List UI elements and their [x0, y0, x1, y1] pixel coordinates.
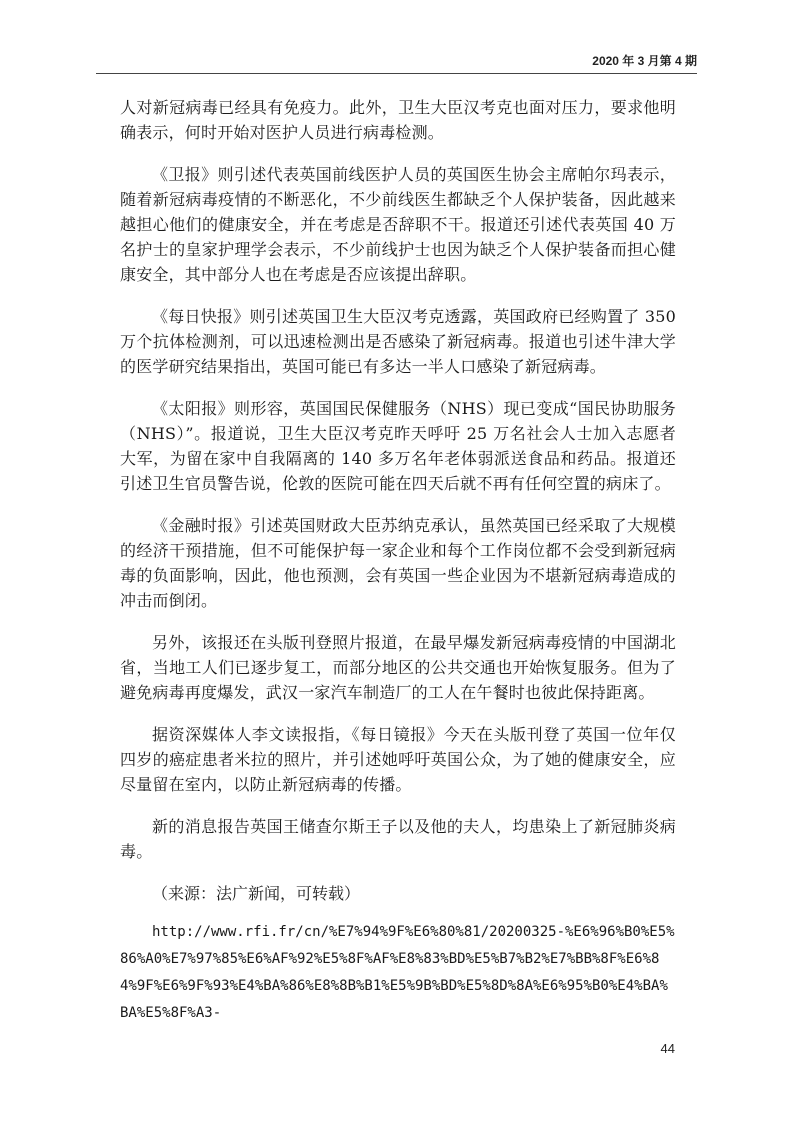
- paragraph-daily-express: 《每日快报》则引述英国卫生大臣汉考克透露，英国政府已经购置了 350 万个抗体检测剂，可以迅速检测出是否感染了新冠病毒。报道也引述牛津大学的医学研究结果指出，英国可能已有多达一半人口感染了新冠病毒。: [120, 307, 676, 376]
- issue-label: 2020 年 3 月第 4 期: [592, 54, 697, 68]
- paragraph-guardian: 《卫报》则引述代表英国前线医护人员的英国医生协会主席帕尔玛表示，随着新冠病毒疫情的不断恶化，不少前线医生都缺乏个人保护装备，因此越来越担心他们的健康安全，并在考虑是否辞职不干。报道还引述代表英国 40 万名护士的皇家护理学会表示，不少前线护士也因为缺乏个人保护装备而担心健康安全，其中部分人也在考虑是否应该提出辞职。: [120, 165, 676, 284]
- paragraph-financial-times: 《金融时报》引述英国财政大臣苏纳克承认，虽然英国已经采取了大规模的经济干预措施，但不可能保护每一家企业和每个工作岗位都不会受到新冠病毒的负面影响，因此，他也预测，会有英国一些企业因为不堪新冠病毒造成的冲击而倒闭。: [120, 516, 676, 610]
- paragraph-daily-mirror: 据资深媒体人李文读报指，《每日镜报》今天在头版刊登了英国一位年仅四岁的癌症患者米拉的照片，并引述她呼吁英国公众，为了她的健康安全，应尽量留在室内，以防止新冠病毒的传播。: [120, 725, 676, 794]
- paragraph-hubei: 另外，该报还在头版刊登照片报道，在最早爆发新冠病毒疫情的中国湖北省，当地工人们已逐步复工，而部分地区的公共交通也开始恢复服务。但为了避免病毒再度爆发，武汉一家汽车制造厂的工人在午餐时也彼此保持距离。: [120, 633, 676, 702]
- source-url[interactable]: http://www.rfi.fr/cn/%E7%94%9F%E6%80%81/20200325-%E6%96%B0%E5%86%A0%E7%97%85%E6%AF%92%E5%8F%AF%E8%83%BD%E5%B7%B2%E7%BB%8F%E6%84%9F%E6%9F%93%E4%BA%86%E8%8B%B1%E5%9B%BD%E5%8D%8A%E6%95%B0%E4%BA%BA%E5%8F%A3-: [120, 924, 675, 1021]
- article-body: [120, 95, 676, 1027]
- page-number: 44: [660, 1041, 675, 1056]
- paragraph-continuation: 人对新冠病毒已经具有免疫力。此外，卫生大臣汉考克也面对压力，要求他明确表示，何时开始对医护人员进行病毒检测。: [120, 98, 676, 142]
- paragraph-prince-charles: 新的消息报告英国王储查尔斯王子以及他的夫人，均患染上了新冠肺炎病毒。: [120, 817, 676, 861]
- page-header: [96, 48, 697, 74]
- paragraph-the-sun: 《太阳报》则形容，英国国民保健服务（NHS）现已变成“国民协助服务（NHS）”。报道说，卫生大臣汉考克昨天呼吁 25 万名社会人士加入志愿者大军，为留在家中自我隔离的 140 多万名年老体弱派送食品和药品。报道还引述卫生官员警告说，伦敦的医院可能在四天后就不再有任何空置的病床了。: [120, 399, 676, 493]
- source-note: （来源：法广新闻，可转载）: [152, 884, 361, 903]
